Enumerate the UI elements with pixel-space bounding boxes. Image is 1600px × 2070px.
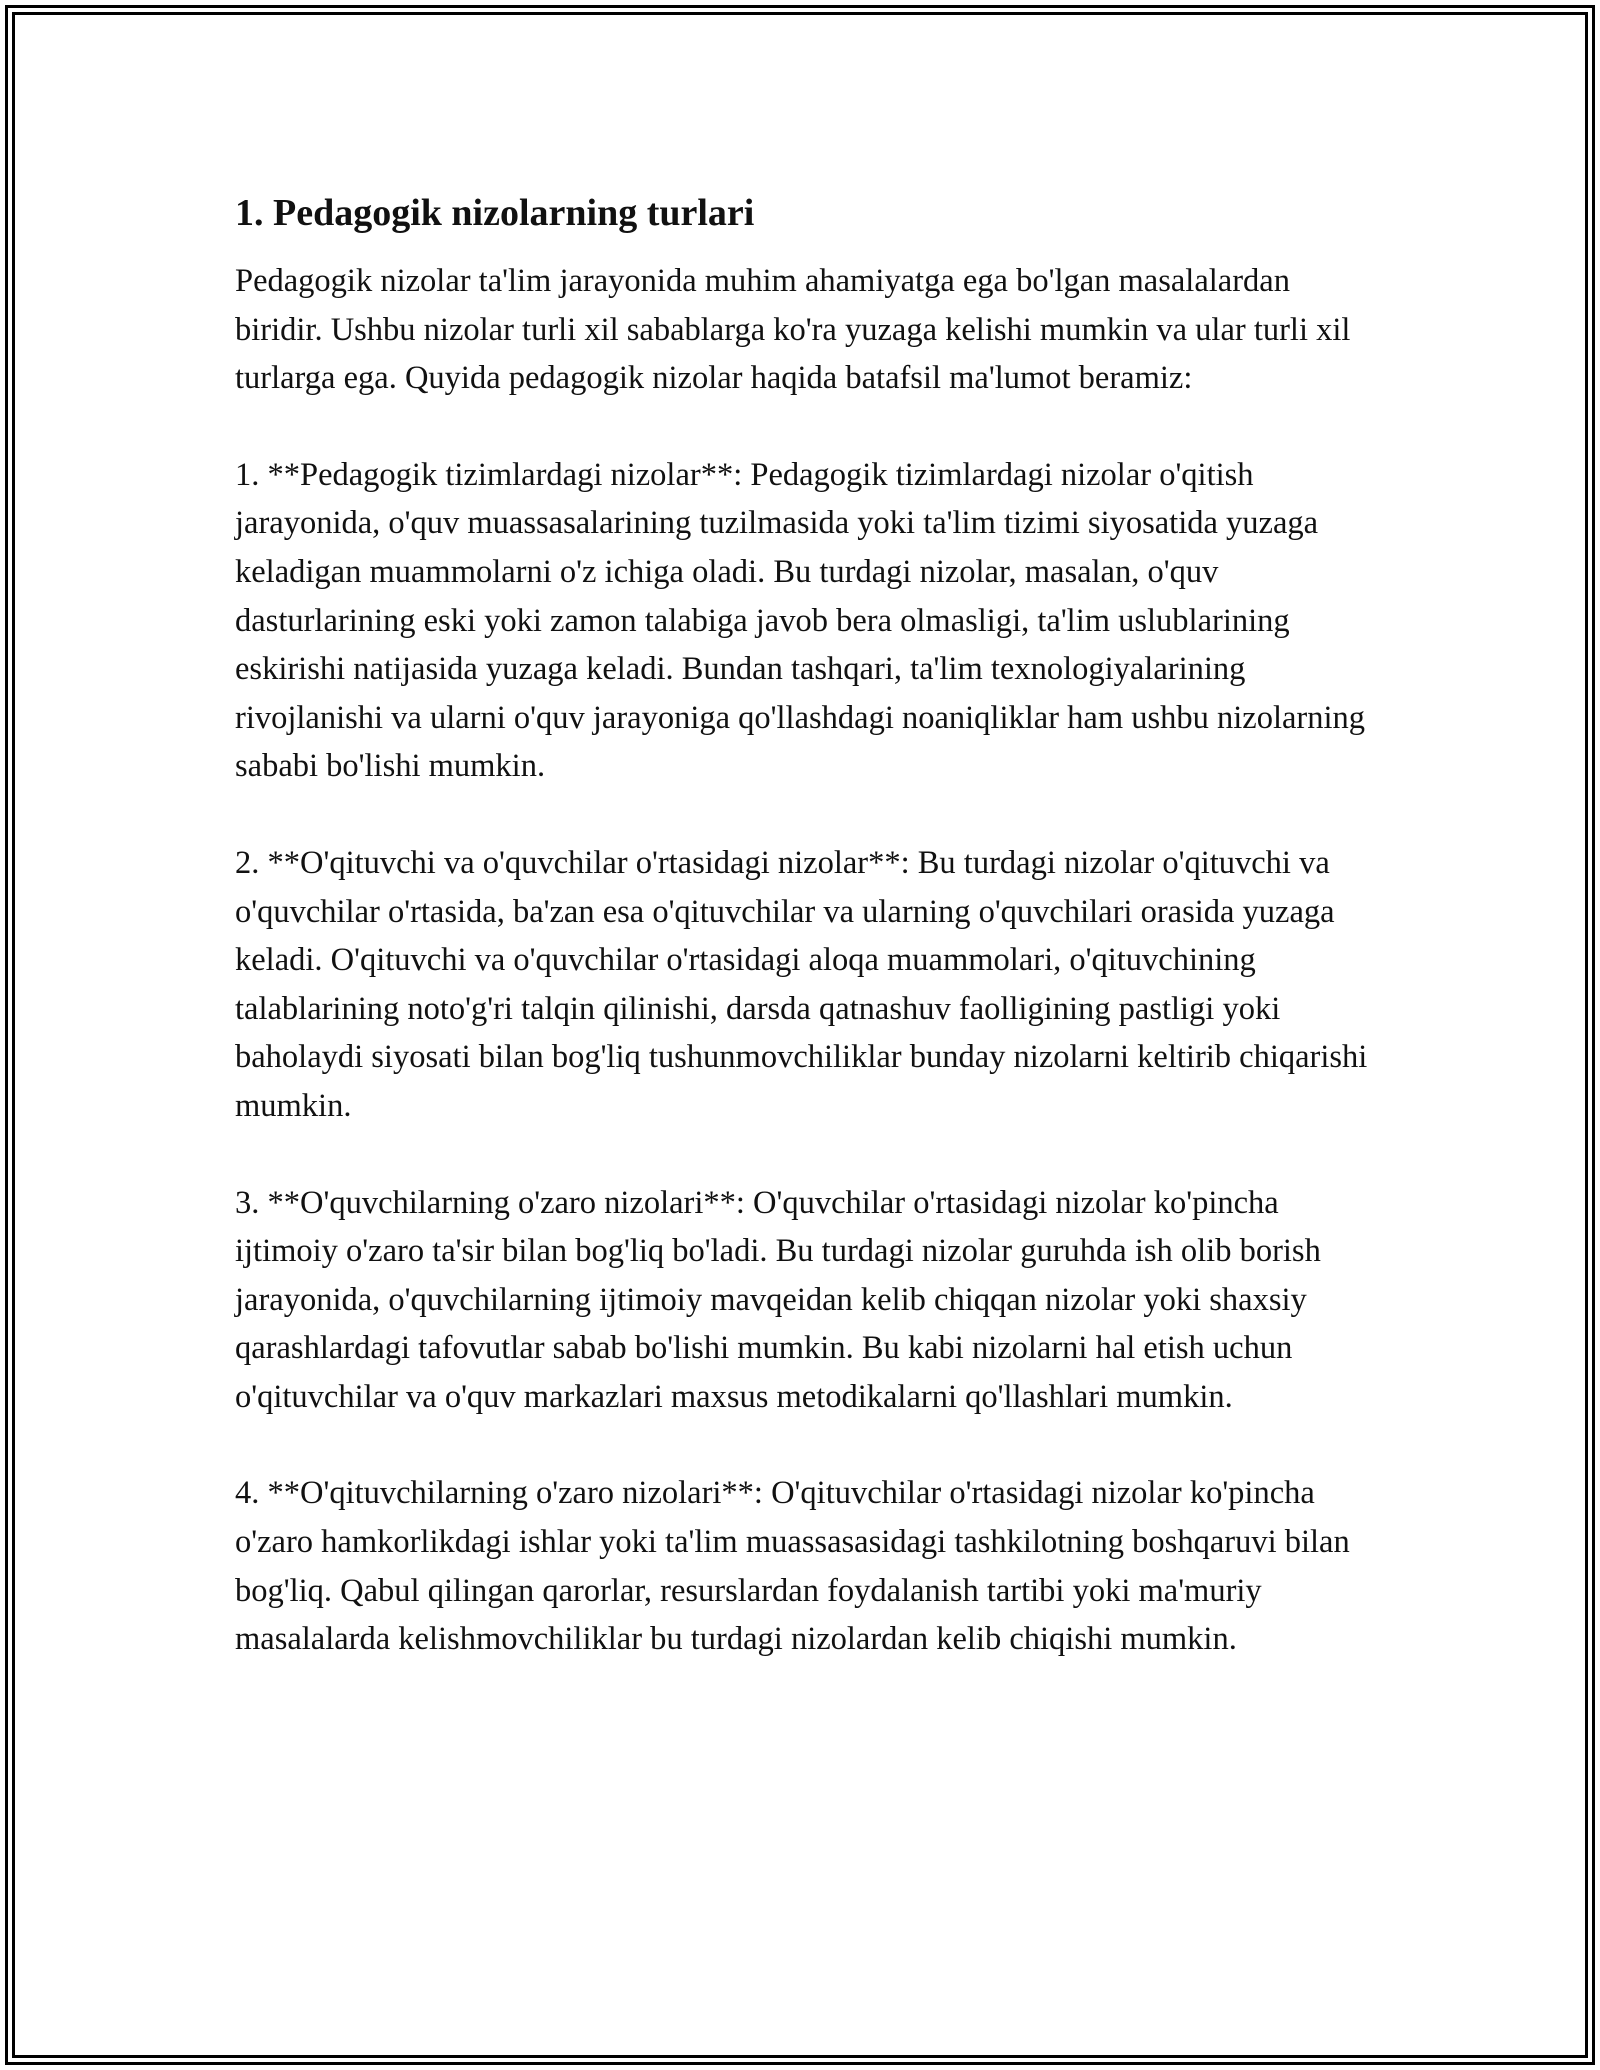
section-heading: 1. Pedagogik nizolarning turlari [235,192,755,234]
paragraph-pedagogical-systems: 1. **Pedagogik tizimlardagi nizolar**: Pedagogik tizimlardagi nizolar o'qitish jarayonida, o'quv muassasalarining tuzilmasida yoki ta'lim tizimi siyosatida yuzaga keladigan muammolarni o'z ichiga oladi. Bu turdagi nizolar, masalan, o'quv dasturlarining eski yoki zamon talabiga javob bera olmasligi, ta'lim uslublarining eskirishi natijasida yuzaga keladi. Bundan tashqari, ta'lim texnologiyalarining rivojlanishi va ularni o'quv jarayoniga qo'llashdagi noaniqliklar ham ushbu nizolarning sababi bo'lishi mumkin. [235,456,1366,785]
document-body [235,188,1375,1712]
paragraph-teacher-student: 2. **O'qituvchi va o'quvchilar o'rtasidagi nizolar**: Bu turdagi nizolar o'qituvchi va o'quvchilar o'rtasida, ba'zan esa o'qituvchilar va ularning o'quvchilari orasida yuzaga keladi. O'qituvchi va o'quvchilar o'rtasidagi aloqa muammolari, o'qituvchining talablarining noto'g'ri talqin qilinishi, darsda qatnashuv faolligining pastligi yoki baholaydi siyosati bilan bog'liq tushunmovchiliklar bunday nizolarni keltirib chiqarishi mumkin. [235,844,1368,1124]
paragraph-teacher-teacher: 4. **O'qituvchilarning o'zaro nizolari**: O'qituvchilar o'rtasidagi nizolar ko'pincha o'zaro hamkorlikdagi ishlar yoki ta'lim muassasasidagi tashkilotning boshqaruvi bilan bog'liq. Qabul qilingan qarorlar, resurslardan foydalanish tartibi yoki ma'muriy masalalarda kelishmovchiliklar bu turdagi nizolardan kelib chiqishi mumkin. [235,1475,1350,1658]
intro-paragraph: Pedagogik nizolar ta'lim jarayonida muhim ahamiyatga ega bo'lgan masalalardan biridir. Ushbu nizolar turli xil sabablarga ko'ra yuzaga kelishi mumkin va ular turli xil turlarga ega. Quyida pedagogik nizolar haqida batafsil ma'lumot beramiz: [235,263,1351,397]
paragraph-student-student: 3. **O'quvchilarning o'zaro nizolari**: O'quvchilar o'rtasidagi nizolar ko'pincha ijtimoiy o'zaro ta'sir bilan bog'liq bo'ladi. Bu turdagi nizolar guruhda ish olib borish jarayonida, o'quvchilarning ijtimoiy mavqeidan kelib chiqqan nizolar yoki shaxsiy qarashlardagi tafovutlar sabab bo'lishi mumkin. Bu kabi nizolarni hal etish uchun o'qituvchilar va o'quv markazlari maxsus metodikalarni qo'llashlari mumkin. [235,1184,1321,1415]
